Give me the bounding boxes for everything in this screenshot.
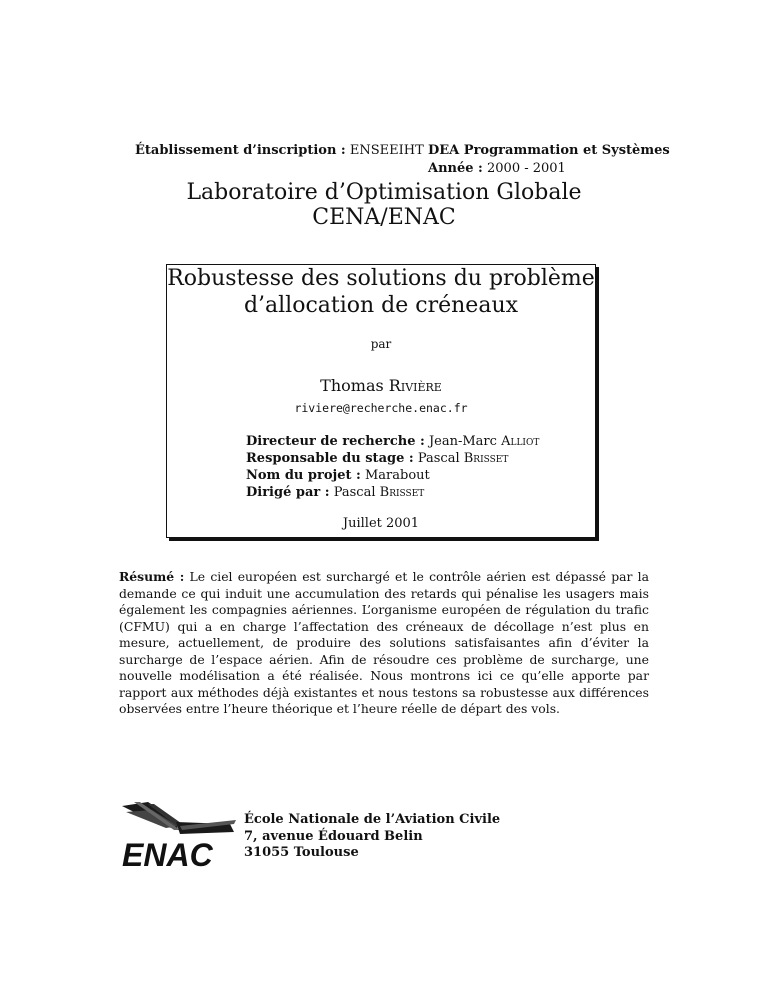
- enac-wing-logo-icon: [118, 800, 236, 870]
- institution-value: ENSEEIHT: [349, 143, 424, 158]
- info-first: Pascal: [333, 485, 376, 500]
- title-box: [166, 264, 596, 538]
- info-row: [246, 433, 539, 450]
- laboratory-affiliation: CENA/ENAC: [312, 205, 456, 230]
- year-value: 2000 - 2001: [487, 161, 566, 176]
- info-label: Dirigé par :: [246, 485, 330, 500]
- info-first: Marabout: [364, 468, 430, 483]
- info-row: [246, 484, 539, 501]
- info-first: Pascal: [417, 451, 460, 466]
- year-label: Année :: [428, 161, 483, 176]
- supervision-info: [246, 433, 539, 501]
- by-label: par: [370, 337, 392, 351]
- info-last: Brisset: [463, 451, 509, 466]
- author-name: [167, 376, 595, 395]
- info-last: Brisset: [379, 485, 425, 500]
- info-row: [246, 450, 539, 467]
- logo-text: ENAC: [122, 837, 213, 870]
- program-info: [428, 142, 670, 178]
- laboratory-name: Laboratoire d’Optimisation Globale: [186, 180, 582, 205]
- address: [244, 812, 500, 862]
- author-first-name: Thomas: [320, 376, 384, 395]
- date: Juillet 2001: [342, 516, 420, 531]
- year: [428, 160, 670, 178]
- info-label: Responsable du stage :: [246, 451, 414, 466]
- enac-logo: [118, 800, 236, 870]
- address-line1: École Nationale de l’Aviation Civile: [244, 812, 501, 827]
- info-first: Jean-Marc: [428, 434, 497, 449]
- address-line3: 31055 Toulouse: [244, 845, 359, 860]
- institution: [135, 142, 424, 160]
- info-last: Alliot: [501, 434, 540, 449]
- info-label: Directeur de recherche :: [246, 434, 425, 449]
- thesis-title: [167, 265, 595, 319]
- info-row: [246, 467, 539, 484]
- author-email: riviere@recherche.enac.fr: [294, 401, 468, 415]
- abstract-text: Le ciel européen est surchargé et le contrôle aérien est dépassé par la demande ce qui induit une accumulation des retards qui pénalise les usagers mais également les compagnies aériennes. L’organisme européen de régulation du trafic (CFMU) qui a en charge l’affectation des créneaux de décollage n’est plus en mesure, actuellement, de produire des solutions satisfaisantes afin d’éviter la surcharge de l’espace aérien. Afin de résoudre ces problème de surcharge, une nouvelle modélisation a été réalisée. Nous montrons ici ce qu’elle apporte par rapport aux méthodes déjà existantes et nous testons sa robustesse aux différences observées entre l’heure théorique et l’heure réelle de départ des vols.: [119, 569, 649, 716]
- thesis-title-line2: d’allocation de créneaux: [243, 293, 519, 318]
- abstract-label: Résumé :: [119, 569, 185, 584]
- thesis-title-line1: Robustesse des solutions du problème: [167, 266, 595, 291]
- address-line2: 7, avenue Édouard Belin: [244, 828, 423, 844]
- abstract: [119, 569, 649, 718]
- author-last-name: Rivière: [388, 376, 442, 395]
- info-label: Nom du projet :: [246, 468, 361, 483]
- program-name: DEA Programmation et Systèmes: [428, 143, 670, 158]
- laboratory: [0, 180, 768, 230]
- institution-label: Établissement d’inscription :: [135, 143, 346, 158]
